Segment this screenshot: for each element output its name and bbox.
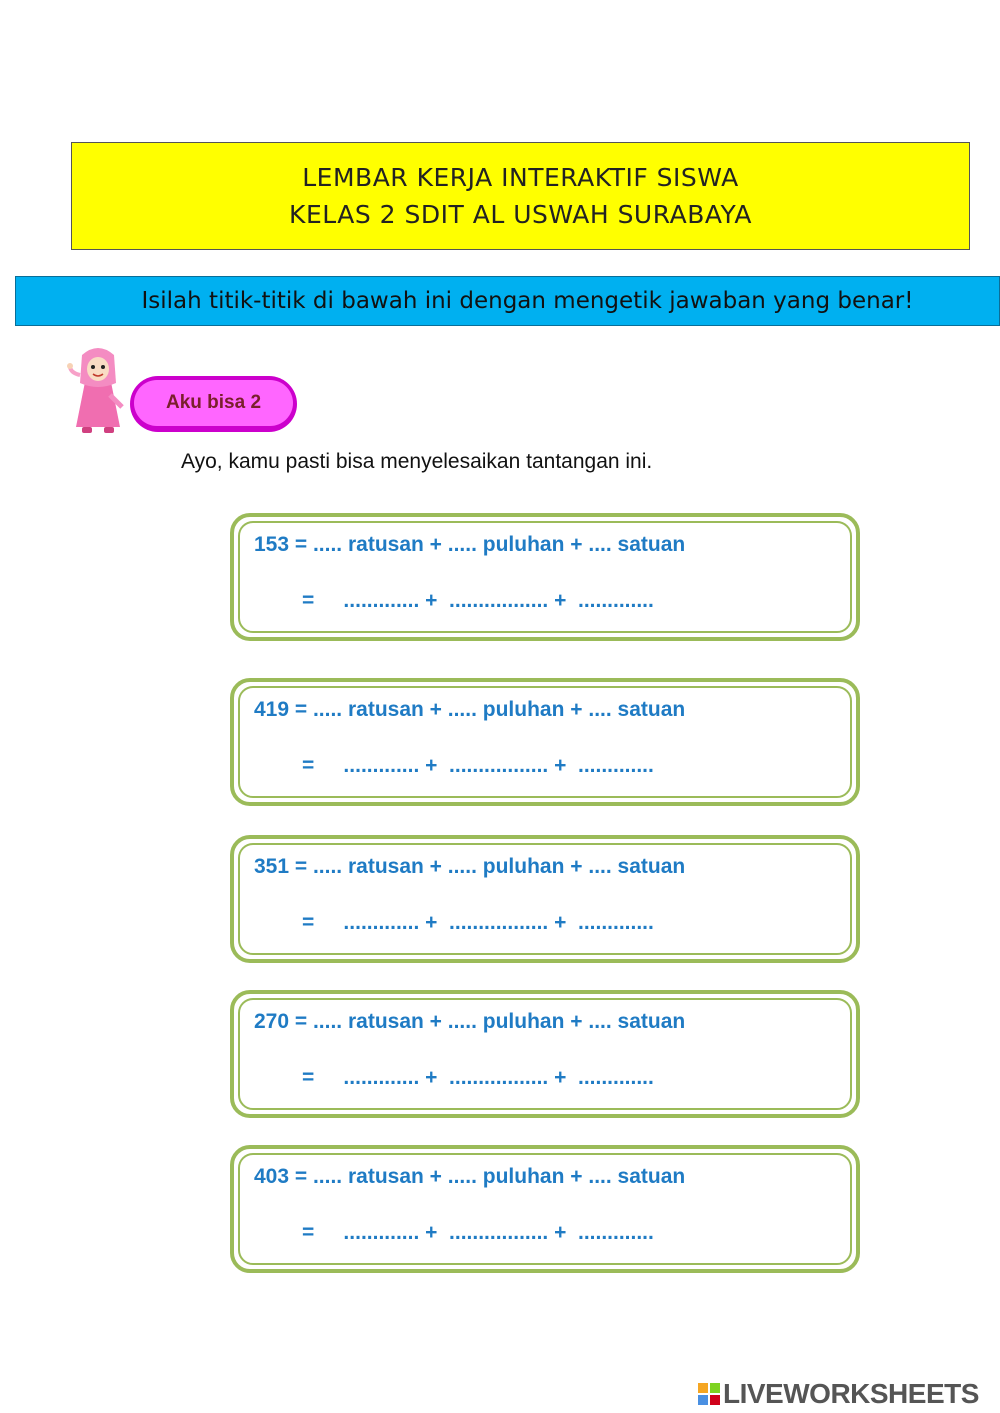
exercise-answer-line[interactable]: = ............. + ................. + ............. [302, 754, 654, 777]
subtitle: Ayo, kamu pasti bisa menyelesaikan tantangan ini. [181, 450, 653, 473]
exercise-answer-line[interactable]: = ............. + ................. + ............. [302, 911, 654, 934]
exercise-card [230, 1145, 860, 1273]
instruction-text: Isilah titik-titik di bawah ini dengan mengetik jawaban yang benar! [141, 288, 914, 314]
exercise-question-line[interactable]: 351 = ..... ratusan + ..... puluhan + .... satuan [254, 855, 686, 878]
exercise-card [230, 678, 860, 806]
section-badge [130, 376, 297, 432]
worksheet-header [71, 142, 970, 250]
section-badge-label: Aku bisa 2 [134, 380, 293, 426]
exercise-question-line[interactable]: 419 = ..... ratusan + ..... puluhan + .... satuan [254, 698, 686, 721]
liveworksheets-brand [697, 1378, 979, 1410]
liveworksheets-logo-icon [697, 1382, 721, 1406]
exercise-card [230, 990, 860, 1118]
header-title-line-1: LEMBAR KERJA INTERAKTIF SISWA [302, 163, 739, 192]
girl-mascot-icon [66, 345, 130, 437]
exercise-answer-line[interactable]: = ............. + ................. + ............. [302, 589, 654, 612]
exercise-question-line[interactable]: 153 = ..... ratusan + ..... puluhan + .... satuan [254, 533, 686, 556]
instruction-bar [15, 276, 1000, 326]
header-title-line-2: KELAS 2 SDIT AL USWAH SURABAYA [289, 200, 752, 229]
brand-name: LIVEWORKSHEETS [723, 1378, 979, 1409]
exercise-question-line[interactable]: 270 = ..... ratusan + ..... puluhan + .... satuan [254, 1010, 686, 1033]
exercise-answer-line[interactable]: = ............. + ................. + ............. [302, 1066, 654, 1089]
exercise-card [230, 513, 860, 641]
exercise-answer-line[interactable]: = ............. + ................. + ............. [302, 1221, 654, 1244]
exercise-question-line[interactable]: 403 = ..... ratusan + ..... puluhan + .... satuan [254, 1165, 686, 1188]
exercise-card [230, 835, 860, 963]
